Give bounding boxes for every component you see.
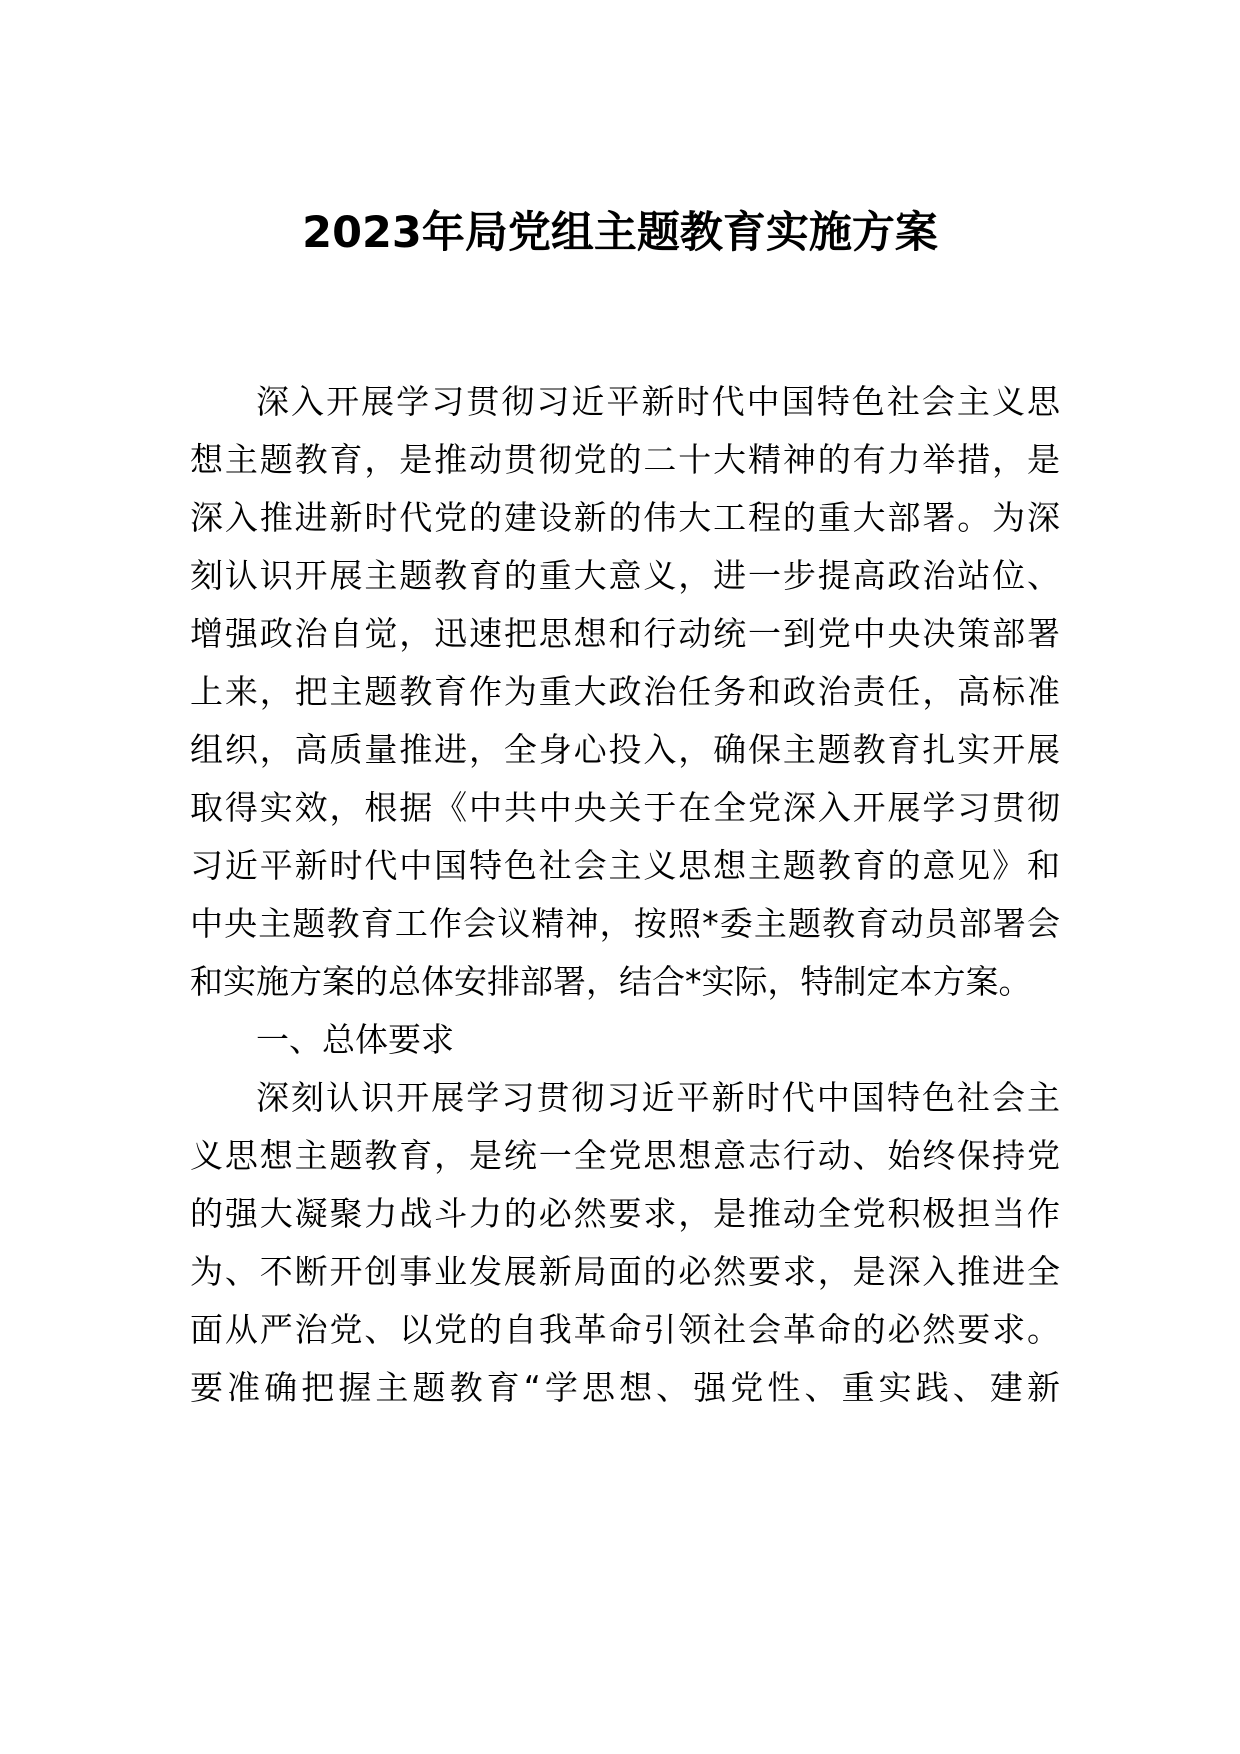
paragraph-line: 面从严治党、以党的自我革命引领社会革命的必然要求。 xyxy=(190,1310,1060,1349)
paragraph-line: 想主题教育，是推动贯彻党的二十大精神的有力举措，是 xyxy=(190,440,1060,479)
paragraph-line: 要准确把握主题教育“学思想、强党性、重实践、建新 xyxy=(190,1368,1060,1407)
paragraph-line: 深入开展学习贯彻习近平新时代中国特色社会主义思 xyxy=(256,382,1060,421)
paragraph-line: 为、不断开创事业发展新局面的必然要求，是深入推进全 xyxy=(190,1252,1060,1291)
paragraph-line: 深入推进新时代党的建设新的伟大工程的重大部署。为深 xyxy=(190,498,1060,537)
paragraph-line: 上来，把主题教育作为重大政治任务和政治责任，高标准 xyxy=(190,672,1060,711)
paragraph-line: 增强政治自觉，迅速把思想和行动统一到党中央决策部署 xyxy=(190,614,1060,653)
section-heading: 一、总体要求 xyxy=(256,1020,454,1059)
paragraph-line: 习近平新时代中国特色社会主义思想主题教育的意见》和 xyxy=(190,846,1060,885)
paragraph-line: 和实施方案的总体安排部署，结合*实际，特制定本方案。 xyxy=(190,962,1032,1001)
paragraph-line: 中央主题教育工作会议精神，按照*委主题教育动员部署会 xyxy=(190,904,1060,943)
paragraph-line: 组织，高质量推进，全身心投入，确保主题教育扎实开展 xyxy=(190,730,1060,769)
paragraph-line: 深刻认识开展学习贯彻习近平新时代中国特色社会主 xyxy=(256,1078,1060,1117)
paragraph-line: 刻认识开展主题教育的重大意义，进一步提高政治站位、 xyxy=(190,556,1060,595)
paragraph-line: 取得实效，根据《中共中央关于在全党深入开展学习贯彻 xyxy=(190,788,1060,827)
paragraph-line: 的强大凝聚力战斗力的必然要求，是推动全党积极担当作 xyxy=(190,1194,1060,1233)
document-title: 2023年局党组主题教育实施方案 xyxy=(302,208,938,258)
paragraph-line: 义思想主题教育，是统一全党思想意志行动、始终保持党 xyxy=(190,1136,1060,1175)
